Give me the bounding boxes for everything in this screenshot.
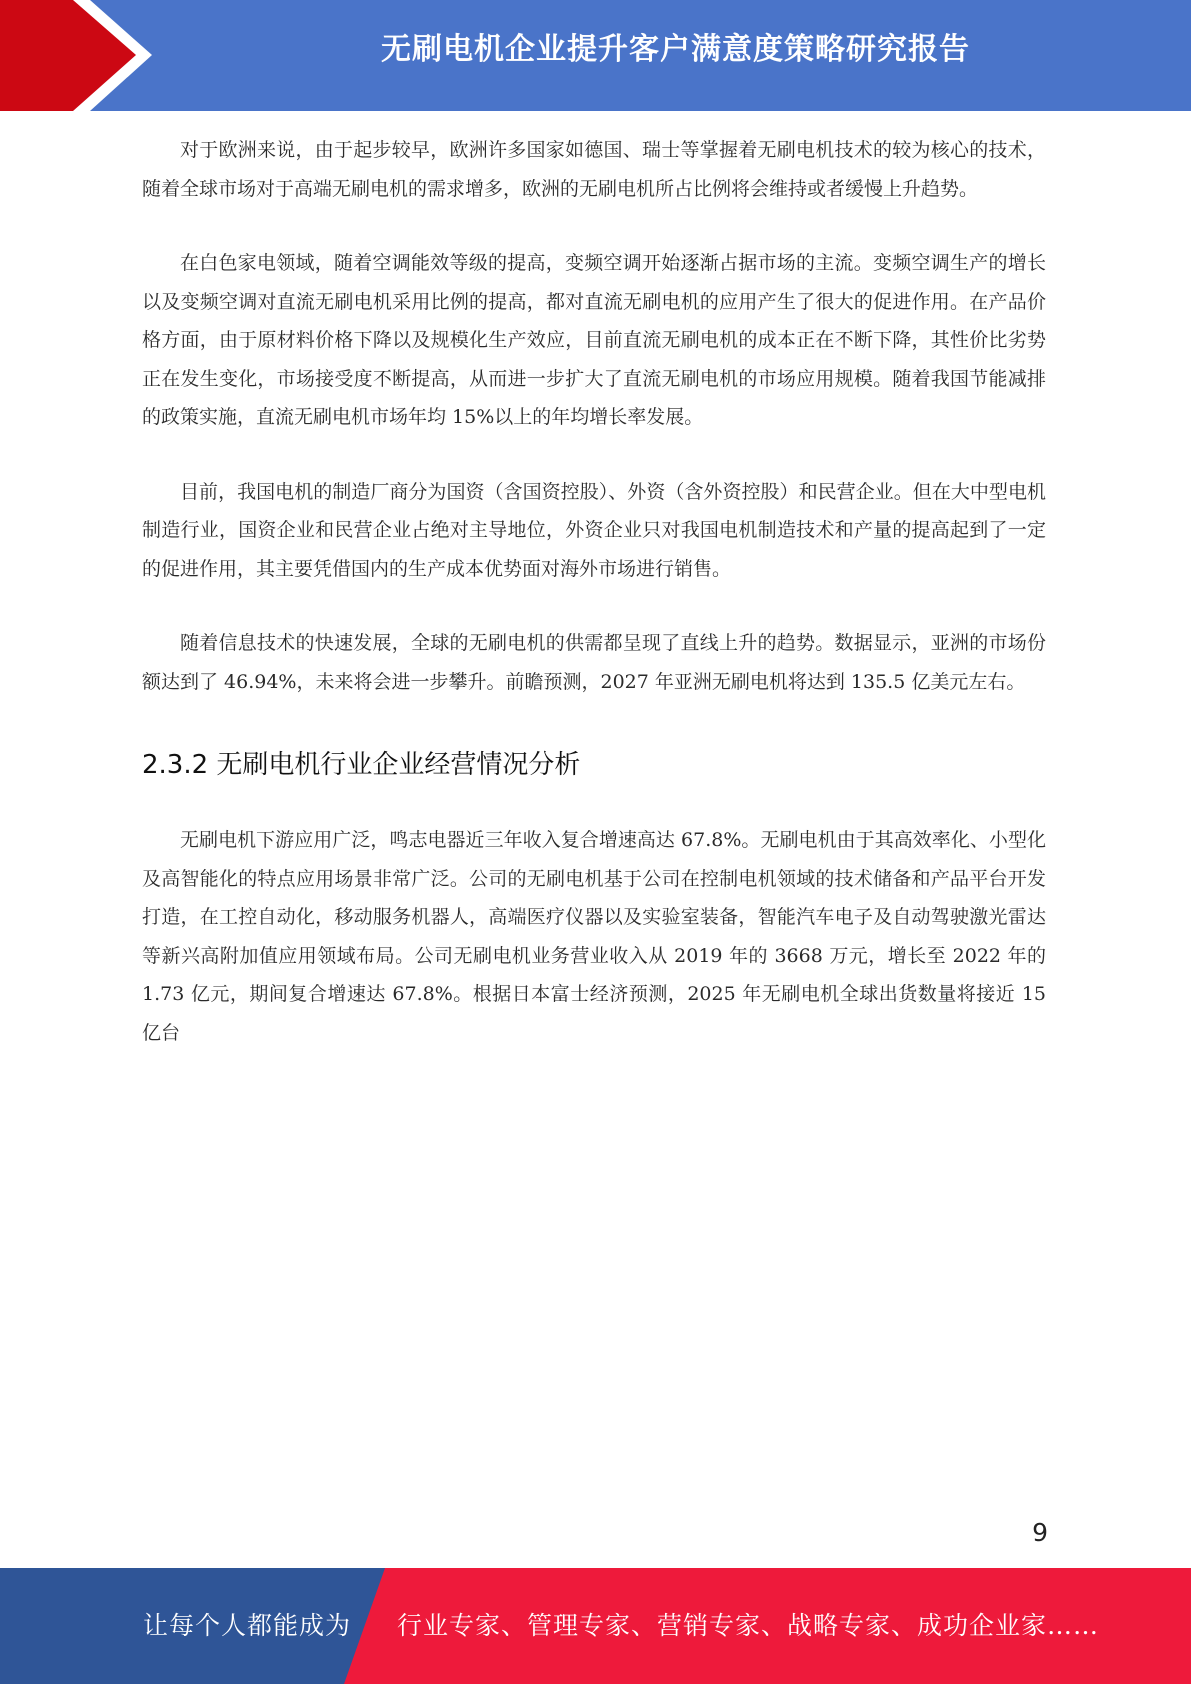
header-chevron-arrow bbox=[0, 0, 140, 111]
report-title: 无刷电机企业提升客户满意度策略研究报告 bbox=[381, 32, 970, 67]
paragraph-asia-market: 随着信息技术的快速发展，全球的无刷电机的供需都呈现了直线上升的趋势。数据显示，亚洲的市场份额达到了 46.94%，未来将会进一步攀升。前瞻预测，2027 年亚洲无刷电机将达到 135.5 亿美元左右。 bbox=[142, 632, 1046, 693]
paragraph-spacer bbox=[142, 437, 1046, 473]
footer-slogan-left: 让每个人都能成为 bbox=[143, 1611, 352, 1640]
section-heading: 2.3.2 无刷电机行业企业经营情况分析 bbox=[142, 750, 581, 780]
paragraph-home-appliances: 在白色家电领域，随着空调能效等级的提高，变频空调开始逐渐占据市场的主流。变频空调生产的增长以及变频空调对直流无刷电机采用比例的提高，都对直流无刷电机的应用产生了很大的促进作用。在产品价格方面，由于原材料价格下降以及规模化生产效应，目前直流无刷电机的成本正在不断下降，其性价比劣势正在发生变化，市场接受度不断提高，从而进一步扩大了直流无刷电机的市场应用规模。随着我国节能减排的政策实施，直流无刷电机市场年均 15%以上的年均增长率发展。 bbox=[142, 252, 1046, 428]
paragraph-spacer bbox=[142, 208, 1046, 244]
page-header bbox=[0, 0, 1191, 111]
paragraph-europe-market: 对于欧洲来说，由于起步较早，欧洲许多国家如德国、瑞士等掌握着无刷电机技术的较为核心的技术，随着全球市场对于高端无刷电机的需求增多，欧洲的无刷电机所占比例将会维持或者缓慢上升趋势。 bbox=[142, 139, 1046, 200]
paragraph-manufacturers: 目前，我国电机的制造厂商分为国资（含国资控股）、外资（含外资控股）和民营企业。但在大中型电机制造行业，国资企业和民营企业占绝对主导地位，外资企业只对我国电机制造技术和产量的提高起到了一定的促进作用，其主要凭借国内的生产成本优势面对海外市场进行销售。 bbox=[142, 480, 1046, 580]
page-footer bbox=[0, 1568, 1191, 1684]
document-body bbox=[142, 131, 1046, 1052]
page-number: 9 bbox=[1032, 1518, 1048, 1547]
footer-slogan-right: 行业专家、管理专家、营销专家、战略专家、成功企业家…… bbox=[397, 1611, 1100, 1640]
paragraph-business-analysis: 无刷电机下游应用广泛，鸣志电器近三年收入复合增速高达 67.8%。无刷电机由于其高效率化、小型化及高智能化的特点应用场景非常广泛。公司的无刷电机基于公司在控制电机领域的技术储备和产品平台开发打造，在工控自动化，移动服务机器人，高端医疗仪器以及实验室装备，智能汽车电子及自动驾驶激光雷达等新兴高附加值应用领域布局。公司无刷电机业务营业收入从 2019 年的 3668 万元，增长至 2022 年的 1.73 亿元，期间复合增速达 67.8%。根据日本富士经济预测，2025 年无刷电机全球出货数量将接近 15 亿台 bbox=[142, 829, 1046, 1044]
paragraph-spacer bbox=[142, 588, 1046, 624]
